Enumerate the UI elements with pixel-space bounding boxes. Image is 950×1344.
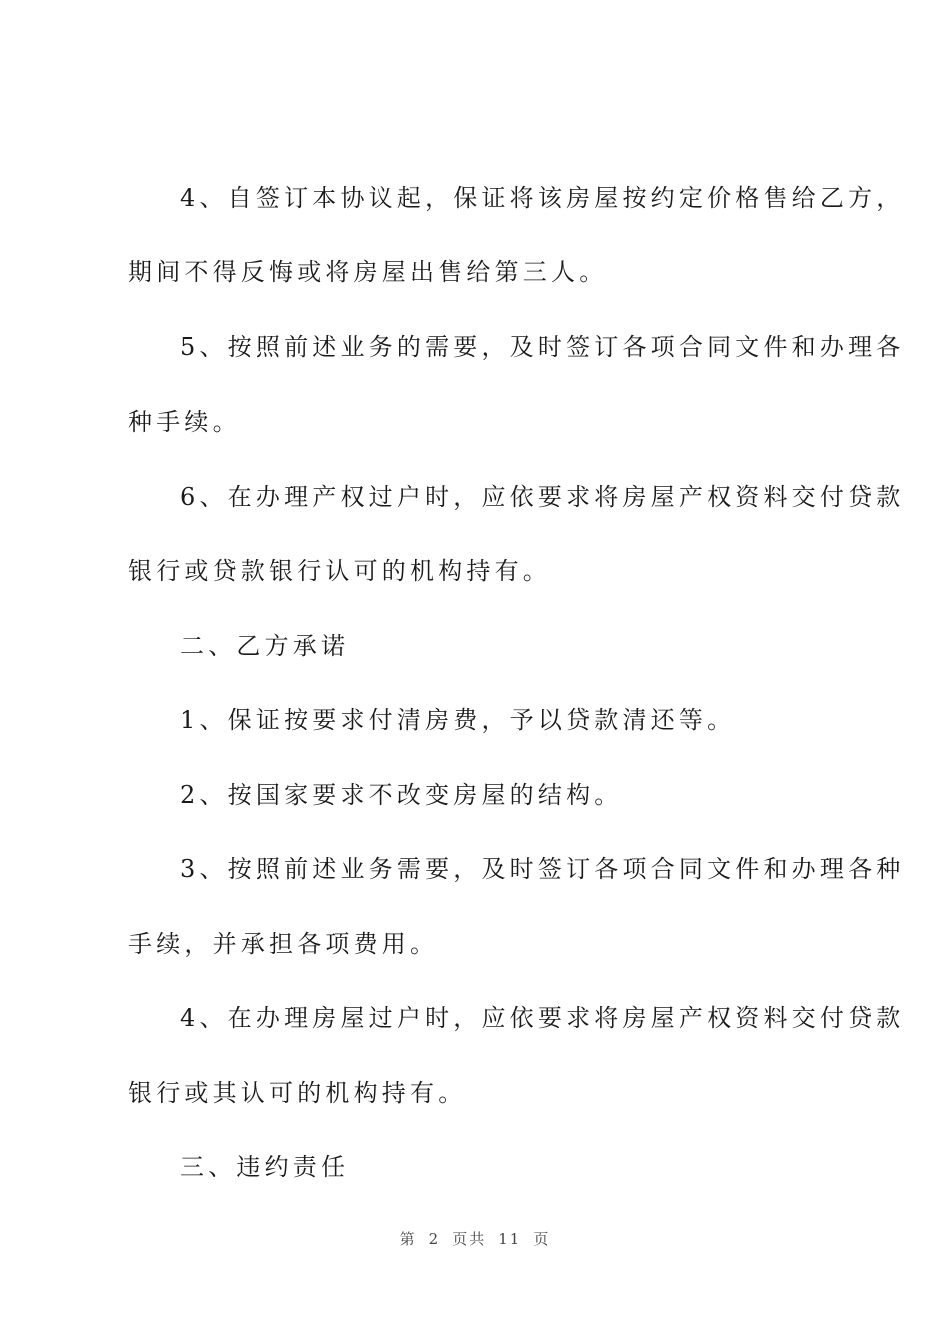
footer-label-of: 页共 (452, 1230, 487, 1248)
paragraph-line: 手续，并承担各项费用。 (128, 930, 439, 958)
footer-label-page: 第 (399, 1230, 417, 1248)
paragraph-line: 6、在办理产权过户时，应依要求将房屋产权资料交付贷款 (180, 483, 905, 511)
footer-current-page: 2 (428, 1230, 441, 1248)
paragraph-line: 1、保证按要求付清房费，予以贷款清还等。 (180, 706, 736, 734)
paragraph-line: 4、在办理房屋过户时，应依要求将房屋产权资料交付贷款 (180, 1004, 905, 1032)
paragraph-line: 种手续。 (128, 408, 241, 436)
paragraph-line: 2、按国家要求不改变房屋的结构。 (180, 781, 623, 809)
section-heading: 二、乙方承诺 (180, 632, 350, 660)
section-heading: 三、违约责任 (180, 1153, 350, 1181)
paragraph-line: 期间不得反悔或将房屋出售给第三人。 (128, 258, 608, 286)
paragraph-line: 5、按照前述业务的需要，及时签订各项合同文件和办理各 (180, 333, 905, 361)
paragraph-line: 4、自签订本协议起，保证将该房屋按约定价格售给乙方， (180, 184, 905, 212)
page-footer (0, 1228, 950, 1250)
paragraph-line: 3、按照前述业务需要，及时签订各项合同文件和办理各种 (180, 855, 905, 883)
footer-total-pages: 11 (498, 1230, 522, 1248)
footer-label-pages: 页 (533, 1230, 551, 1248)
paragraph-line: 银行或贷款银行认可的机构持有。 (128, 557, 551, 585)
paragraph-line: 银行或其认可的机构持有。 (128, 1079, 467, 1107)
